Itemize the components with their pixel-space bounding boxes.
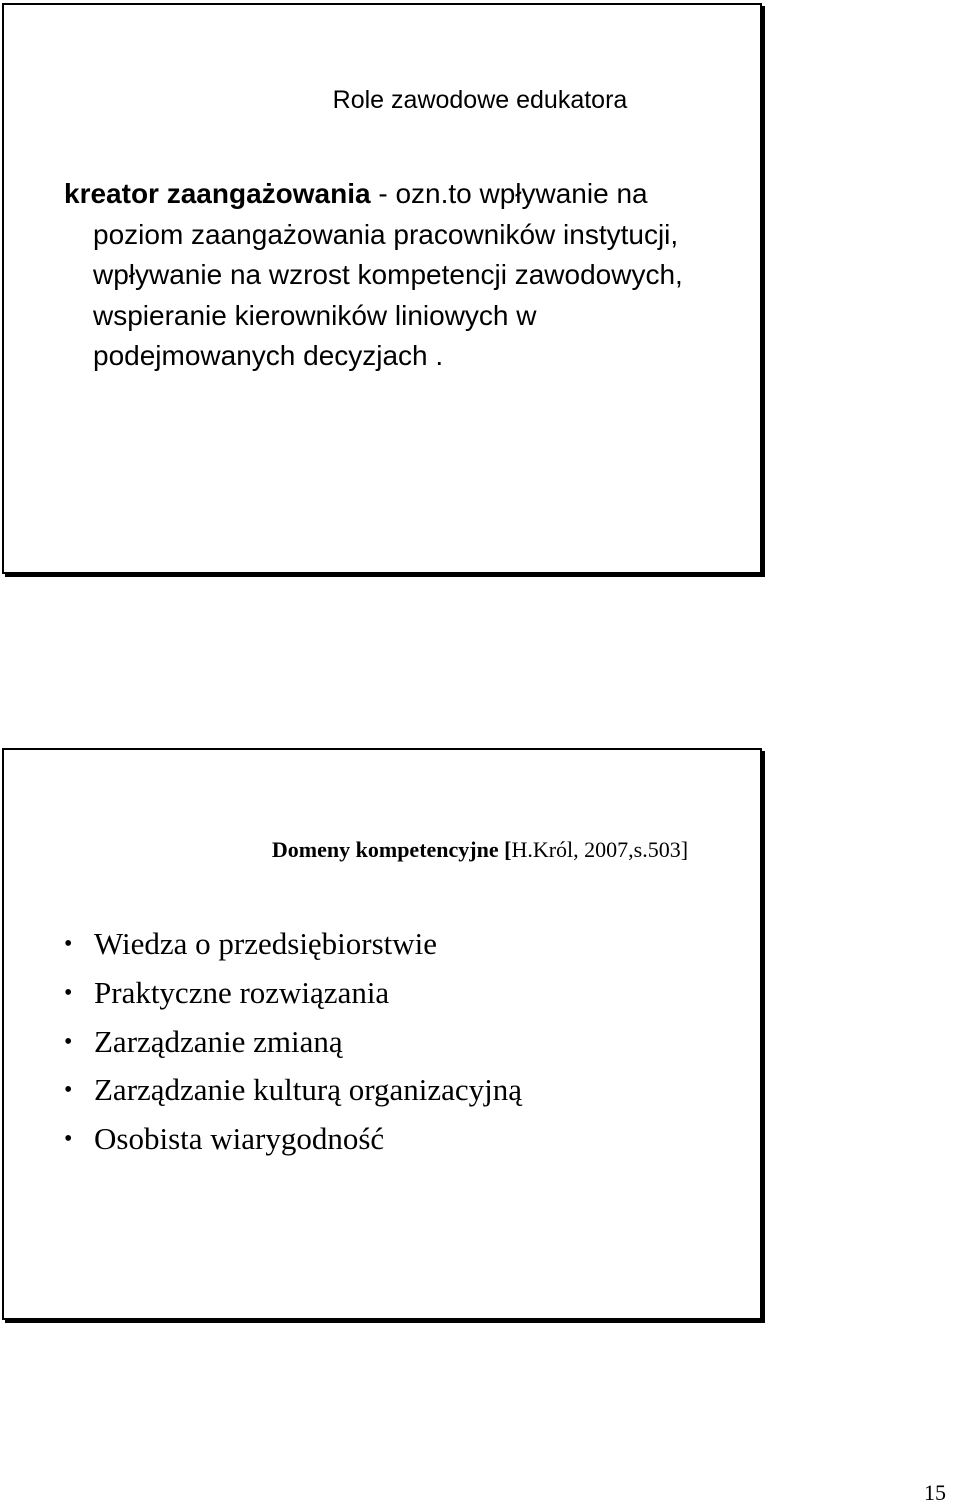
slide-body-text [64, 174, 743, 377]
list-item [60, 1066, 522, 1115]
list-item-text: Osobista wiarygodność [94, 1121, 385, 1157]
term-definition: - ozn.to wpływanie na poziom zaangażowania pracowników instytucji, wpływanie na wzrost kompetencji zawodowych, wspieranie kierowników liniowych w podejmowanych decyzjach . [93, 178, 683, 371]
list-item-text: Wiedza o przedsiębiorstwie [94, 926, 438, 961]
slide-title: Role zawodowe edukatora [332, 86, 628, 114]
term-label: kreator zaangażowania [64, 178, 371, 209]
bullet-icon: • [64, 1126, 73, 1153]
list-item-text: Praktyczne rozwiązania [94, 974, 390, 1010]
page-number: 15 [924, 1480, 946, 1505]
list-item [60, 1018, 522, 1067]
bullet-icon: • [64, 979, 73, 1006]
slide-title [0, 836, 960, 864]
list-item [60, 969, 522, 1018]
list-item [60, 1115, 522, 1164]
bullet-icon: • [64, 931, 73, 957]
competency-list [60, 920, 522, 1164]
title-bold: Domeny kompetencyjne [ [271, 837, 512, 862]
list-item-text: Zarządzanie zmianą [94, 1023, 343, 1059]
list-item-text: Zarządzanie kulturą organizacyjną [94, 1072, 523, 1108]
bullet-icon: • [64, 1028, 73, 1055]
bullet-icon: • [64, 1077, 73, 1104]
list-item [60, 920, 522, 969]
title-citation: H.Król, 2007,s.503] [511, 837, 689, 862]
